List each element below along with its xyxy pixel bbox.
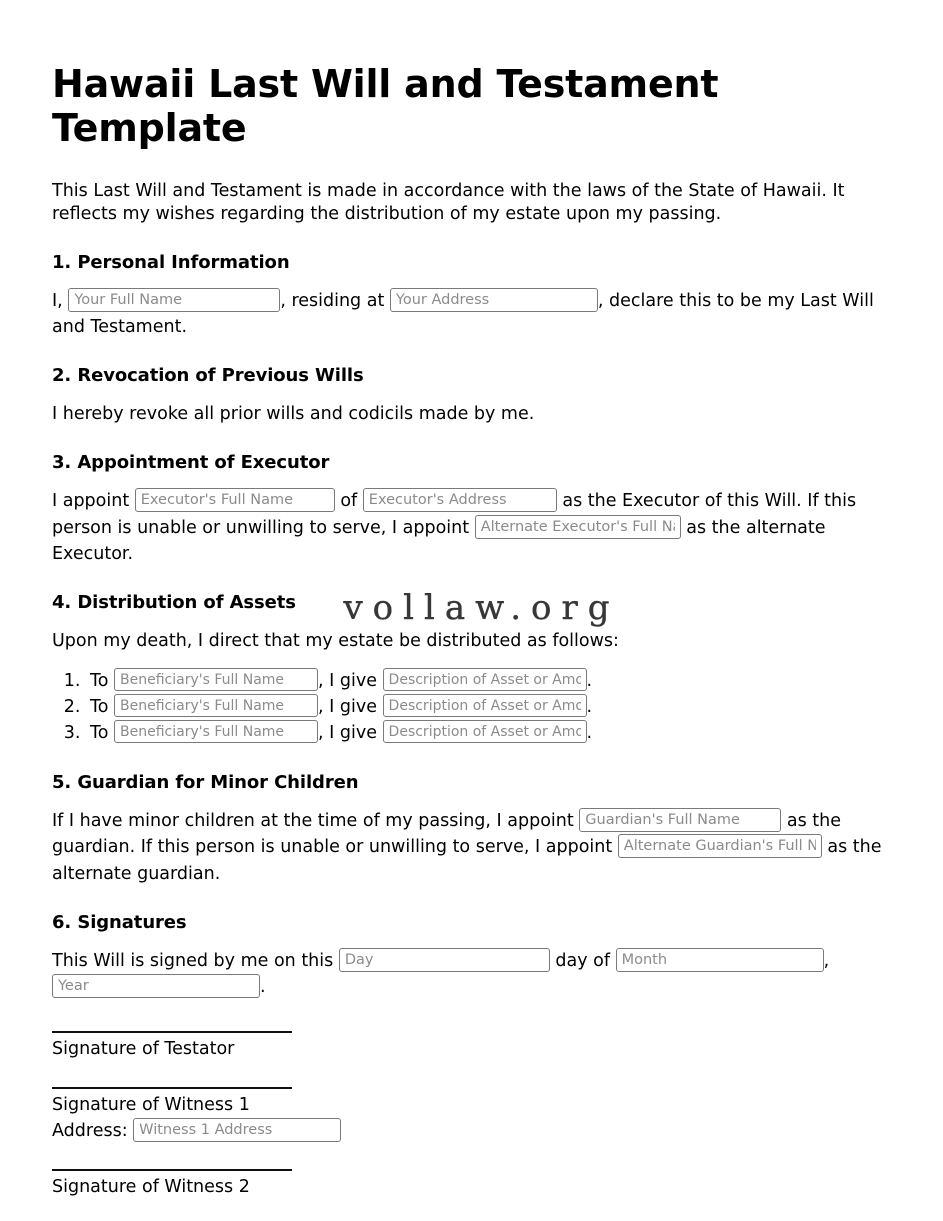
guardian-paragraph — [52, 808, 891, 888]
guardian-text-alternate: as the alternate guardian. — [52, 837, 882, 885]
month-input[interactable] — [616, 948, 824, 972]
section-heading-signatures: 6. Signatures — [52, 911, 187, 933]
beneficiary-full-name-input-3[interactable] — [114, 720, 318, 743]
asset-description-input-2[interactable] — [383, 694, 587, 717]
section-heading-guardian: 5. Guardian for Minor Children — [52, 771, 359, 793]
distribution-text-period: . — [586, 670, 593, 691]
witness1-address-row — [52, 1119, 891, 1143]
guardian-text-minor-children: If I have minor children at the time of my passing, I appoint — [52, 810, 574, 831]
executor-address-input[interactable] — [363, 488, 557, 512]
beneficiary-full-name-input-1[interactable] — [114, 668, 318, 691]
executor-text-alternate: as the alternate Executor. — [52, 517, 826, 565]
section-heading-personal-information: 1. Personal Information — [52, 251, 290, 273]
your-full-name-input[interactable] — [68, 288, 280, 312]
signature-text-comma: , — [823, 950, 830, 971]
asset-description-input-3[interactable] — [383, 720, 587, 743]
personal-information-paragraph — [52, 288, 891, 341]
executor-full-name-input[interactable] — [135, 488, 335, 512]
witness2-signature-line[interactable] — [52, 1169, 292, 1171]
distribution-text-to: To — [90, 696, 109, 717]
personal-text-declare: , declare this to be my Last Will and Testament. — [52, 290, 874, 338]
signature-text-period: . — [260, 977, 266, 998]
distribution-text-to: To — [90, 670, 109, 691]
executor-text-as-the-executor: as the Executor of this Will. If this person is unable or unwilling to serve, I appoint — [52, 490, 857, 538]
watermark-text: vollaw.org — [343, 588, 620, 628]
day-input[interactable] — [339, 948, 550, 972]
distribution-text-i-give: , I give — [318, 722, 377, 743]
distribution-text-period: . — [586, 696, 593, 717]
personal-text-residing-at: , residing at — [280, 290, 385, 311]
your-address-input[interactable] — [390, 288, 598, 312]
alternate-guardian-full-name-input[interactable] — [618, 834, 822, 858]
witness1-signature-line[interactable] — [52, 1087, 292, 1089]
signature-area — [52, 1031, 891, 1199]
executor-text-i-appoint: I appoint — [52, 490, 130, 511]
intro-paragraph: This Last Will and Testament is made in accordance with the laws of the State of Hawaii. It reflects my wishes regarding the distribution of my estate upon my passing. — [52, 181, 845, 224]
list-item — [86, 669, 891, 694]
witness2-signature-block — [52, 1169, 891, 1199]
distribution-text-i-give: , I give — [318, 670, 377, 691]
witness2-signature-label: Signature of Witness 2 — [52, 1176, 250, 1197]
testator-signature-line[interactable] — [52, 1031, 292, 1033]
witness1-address-input[interactable] — [133, 1118, 341, 1142]
alternate-executor-full-name-input[interactable] — [475, 515, 681, 539]
distribution-text-period: . — [586, 722, 593, 743]
testator-signature-block — [52, 1031, 891, 1061]
section-heading-executor: 3. Appointment of Executor — [52, 451, 330, 473]
testator-signature-label: Signature of Testator — [52, 1038, 235, 1059]
signature-date-paragraph — [52, 948, 891, 1001]
guardian-full-name-input[interactable] — [579, 808, 781, 832]
signature-text-day-of: day of — [555, 950, 611, 971]
witness1-address-label: Address: — [52, 1120, 128, 1141]
witness1-signature-label: Signature of Witness 1 — [52, 1094, 250, 1115]
page-title: Hawaii Last Will and Testament Template — [52, 62, 719, 151]
asset-description-input-1[interactable] — [383, 668, 587, 691]
list-item — [86, 695, 891, 720]
guardian-text-as-the-guardian: as the guardian. If this person is unable or unwilling to serve, I appoint — [52, 810, 841, 858]
beneficiary-full-name-input-2[interactable] — [114, 694, 318, 717]
distribution-text-i-give: , I give — [318, 696, 377, 717]
distribution-text-to: To — [90, 722, 109, 743]
revocation-paragraph: I hereby revoke all prior wills and codicils made by me. — [52, 403, 535, 424]
distribution-intro: Upon my death, I direct that my estate be distributed as follows: — [52, 630, 619, 651]
executor-paragraph — [52, 488, 891, 568]
signature-text-signed-on: This Will is signed by me on this — [52, 950, 334, 971]
year-input[interactable] — [52, 974, 260, 998]
section-heading-revocation: 2. Revocation of Previous Wills — [52, 364, 364, 386]
list-item — [86, 721, 891, 746]
section-heading-distribution: 4. Distribution of Assets — [52, 591, 296, 613]
executor-text-of: of — [340, 490, 358, 511]
personal-text-i: I, — [52, 290, 63, 311]
witness1-signature-block — [52, 1087, 891, 1143]
distribution-list — [52, 669, 891, 746]
